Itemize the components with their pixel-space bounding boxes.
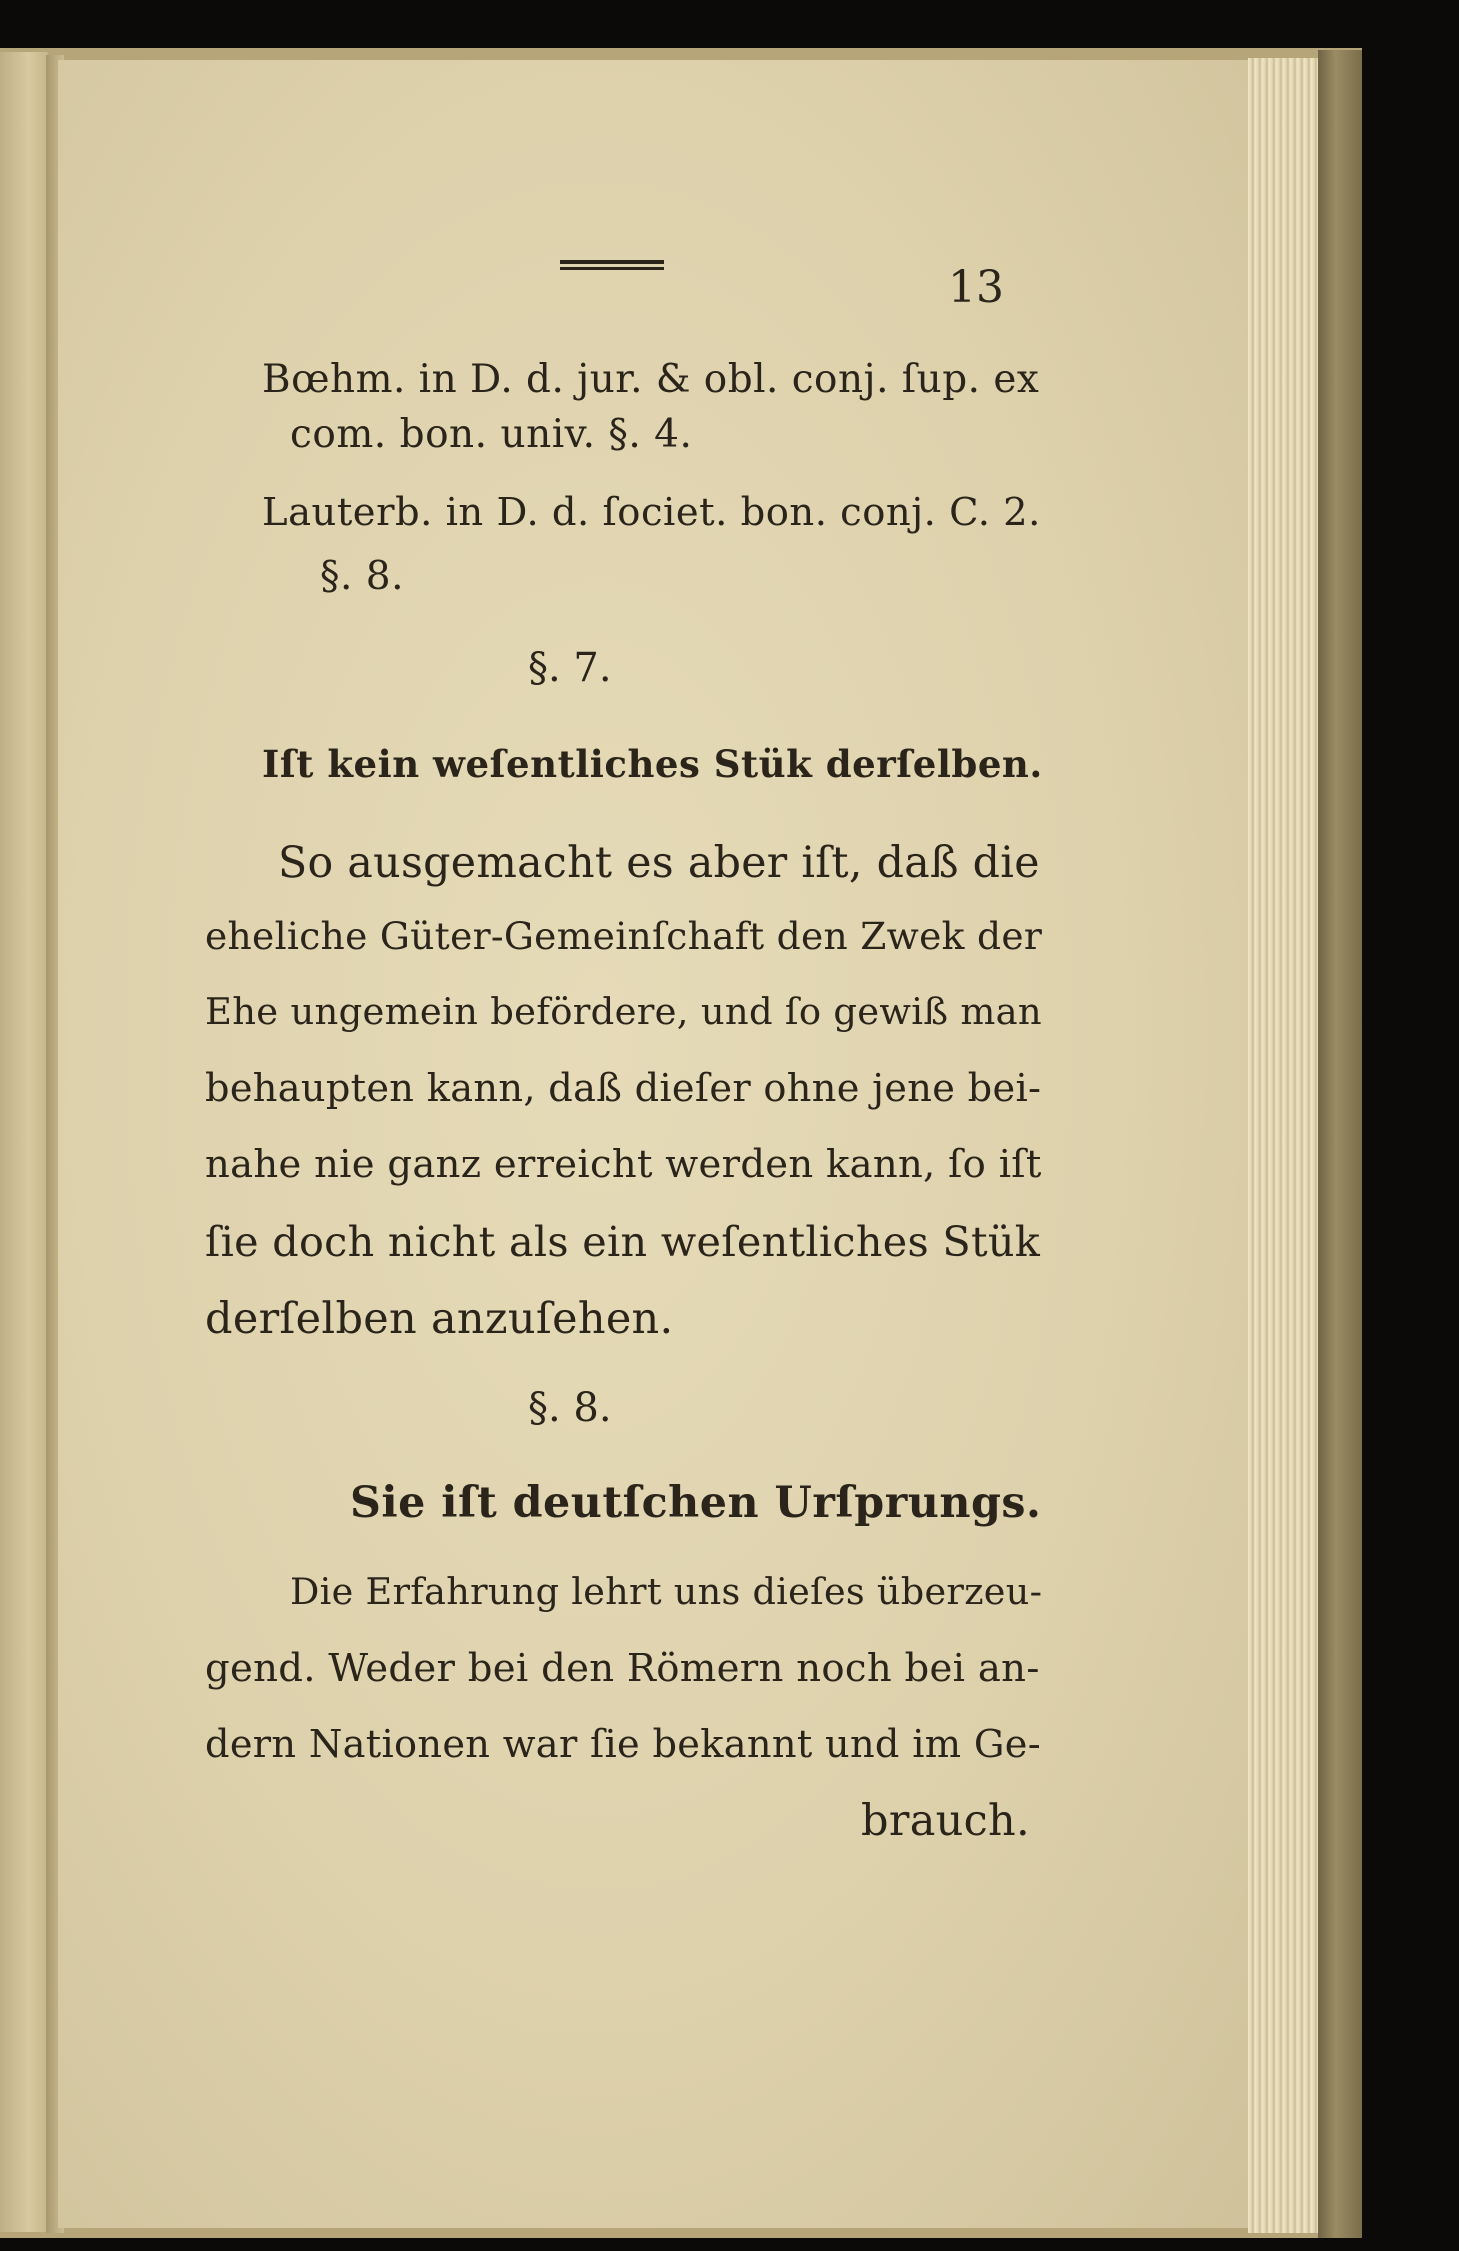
- body-line: dern Nationen war ſie bekannt und im Ge-: [205, 1722, 1041, 1767]
- body-line: ſie doch nicht als ein weſentliches Stük: [205, 1218, 1041, 1266]
- body-line: derſelben anzuſehen.: [205, 1294, 674, 1344]
- page-edges: [1248, 58, 1318, 2233]
- footnote-line: §. 8.: [320, 554, 405, 599]
- section-heading: Iſt kein weſentliches Stük derſelben.: [262, 742, 1043, 786]
- footnote-line: Lauterb. in D. d. ſociet. bon. conj. C. 2.: [262, 490, 1041, 535]
- section-number: §. 8.: [528, 1385, 612, 1431]
- catchword: brauch.: [861, 1796, 1030, 1846]
- footnote-line: Bœhm. in D. d. jur. & obl. conj. ſup. ex: [262, 357, 1040, 402]
- cover-edge: [1318, 50, 1362, 2238]
- body-line: nahe nie ganz erreicht werden kann, ſo iſt: [205, 1142, 1042, 1187]
- body-line: Ehe ungemein befördere, und ſo gewiß man: [205, 990, 1042, 1033]
- left-page-edge: [0, 52, 48, 2232]
- footnote-line: com. bon. univ. §. 4.: [290, 412, 693, 457]
- header-rule: [560, 260, 664, 270]
- body-line: eheliche Güter-Gemeinſchaft den Zwek der: [205, 914, 1043, 958]
- body-line: So ausgemacht es aber iſt, daß die: [278, 838, 1040, 888]
- page-number: 13: [948, 262, 1004, 313]
- body-line: gend. Weder bei den Römern noch bei an-: [205, 1646, 1040, 1691]
- section-heading: Sie iſt deutſchen Urſprungs.: [350, 1478, 1042, 1528]
- body-line: behaupten kann, daß dieſer ohne jene bei-: [205, 1066, 1042, 1111]
- body-line: Die Erfahrung lehrt uns dieſes überzeu-: [290, 1570, 1043, 1613]
- section-number: §. 7.: [528, 645, 612, 691]
